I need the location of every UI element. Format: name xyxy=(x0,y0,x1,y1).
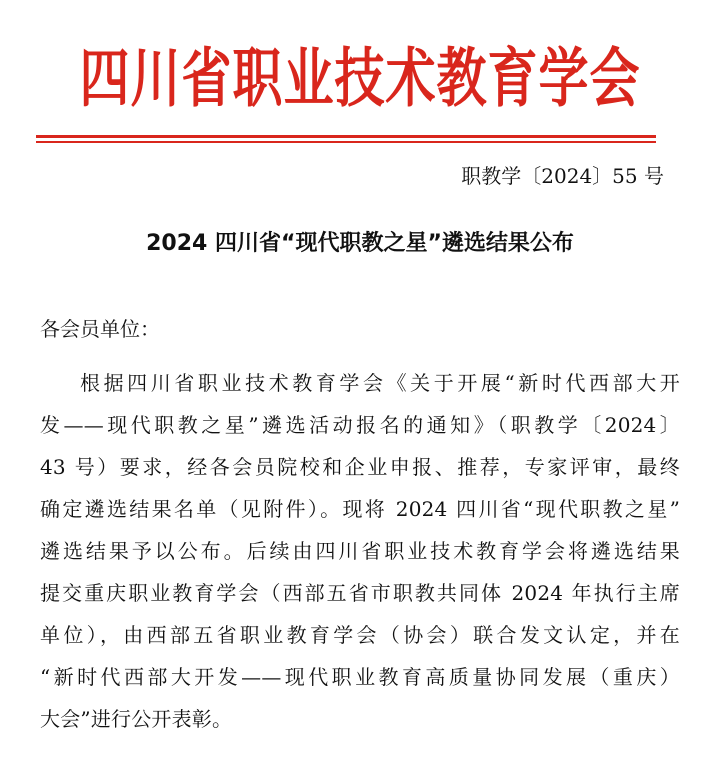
letterhead-divider-thick xyxy=(36,135,656,138)
body-line: 大会”进行公开表彰。 xyxy=(40,707,233,731)
document-title: 2024 四川省“现代职教之星”遴选结果公布 xyxy=(146,231,574,256)
body-line: 提交重庆职业教育学会（西部五省市职教共同体 2024 年执行主席 xyxy=(40,581,680,605)
body-paragraph xyxy=(40,368,680,746)
body-line: “新时代西部大开发——现代职业教育高质量协同发展（重庆） xyxy=(40,665,680,689)
body-line: 确定遴选结果名单（见附件）。现将 2024 四川省“现代职教之星” xyxy=(40,497,680,521)
body-line: 43 号）要求，经各会员院校和企业申报、推荐，专家评审，最终 xyxy=(40,455,680,479)
body-line: 单位），由西部五省职业教育学会（协会）联合发文认定，并在 xyxy=(40,623,680,647)
letterhead-divider-thin xyxy=(36,141,656,143)
document-reference-number: 职教学〔2024〕55 号 xyxy=(461,164,664,188)
organization-letterhead-title: 四川省职业技术教育学会 xyxy=(79,41,641,117)
body-line: 发——现代职教之星”遴选活动报名的通知》（职教学〔2024〕 xyxy=(40,413,680,437)
salutation: 各会员单位： xyxy=(40,317,160,341)
body-line: 根据四川省职业技术教育学会《关于开展“新时代西部大开 xyxy=(80,371,680,395)
body-line: 遴选结果予以公布。后续由四川省职业技术教育学会将遴选结果 xyxy=(40,539,680,563)
